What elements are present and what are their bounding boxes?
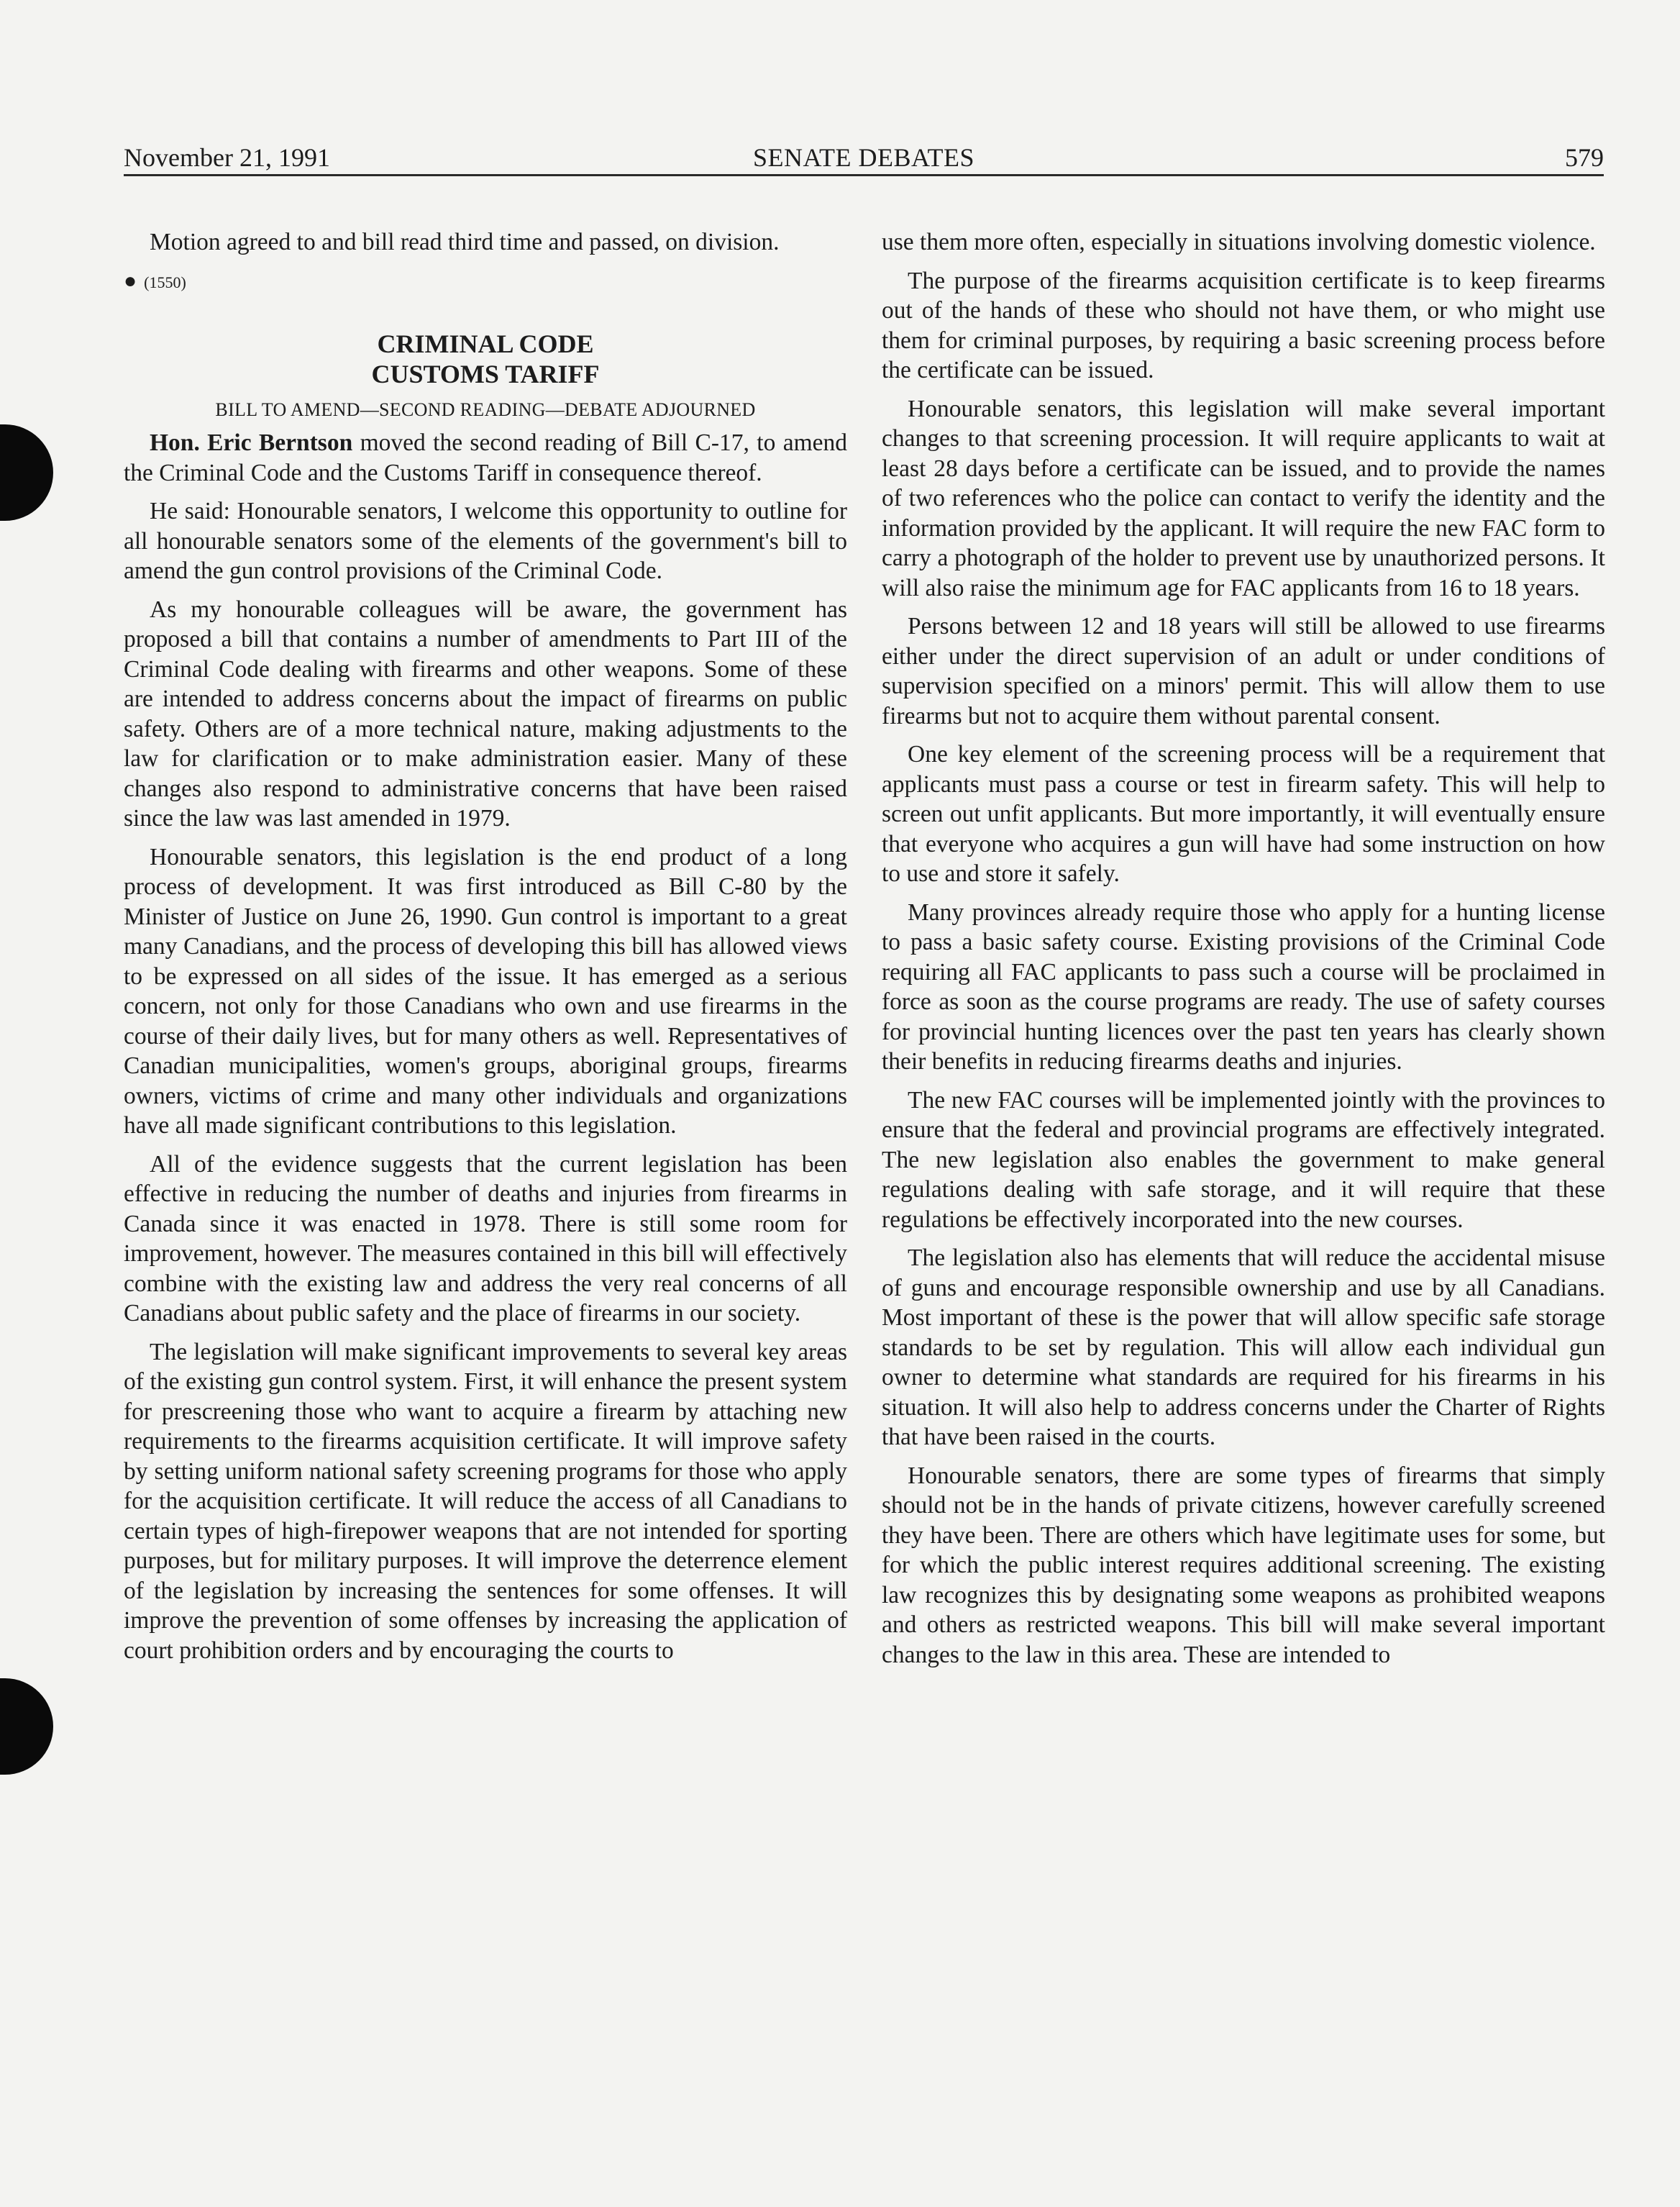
paragraph: Many provinces already require those who apply for a hunting license to pass a basic safety course. Existing provisions of the Criminal Code requiring all FAC applicants to pass such a course will be proclaimed in force as soon as the course programs are ready. The use of safety courses for provincial hunting licences over the past ten years has clearly shown their benefits in reducing firearms deaths and injuries. [882, 898, 1605, 1075]
paragraph: The purpose of the firearms acquisition certificate is to keep firearms out of the hands of these who should not have them, or who might use them for criminal purposes, by requiring a basic screening process before the certificate can be issued. [882, 267, 1605, 383]
paragraph: The legislation will make significant improvements to several key areas of the existing gun control system. First, it will enhance the present system for prescreening those who want to acquire a firearm by attaching new requirements to the firearms acquisition certificate. It will improve safety by setting uniform national safety screening programs for those who apply for the acquisition certificate. It will reduce the access of all Canadians to certain types of high-firepower weapons that are not intended for sporting purposes, but for military purposes. It will improve the deterrence element of the legislation by increasing the sentences for some offenses. It will improve the prevention of some offenses by increasing the application of court prohibition orders and by encouraging the courts to [124, 1338, 847, 1664]
bullet-icon: ● [124, 268, 137, 293]
paragraph: Honourable senators, this legislation is the end product of a long process of development. It was first introduced as Bill C-80 by the Minister of Justice on June 26, 1990. Gun control is important to a great many Canadians, and the process of developing this bill has allowed views to be expressed on all sides of the issue. It has emerged as a serious concern, not only for those Canadians who own and use firearms in the course of their daily lives, but for many others as well. Representatives of Canadian municipalities, women's groups, aboriginal groups, firearms owners, victims of crime and many other individuals and organizations have all made significant contributions to this legislation. [124, 843, 847, 1139]
paragraph: One key element of the screening process will be a requirement that applicants must pass a course or test in firearm safety. This will help to screen out unfit applicants. But more importantly, it will eventually ensure that everyone who acquires a gun will have had some instruction on how to use and store it safely. [882, 741, 1605, 887]
paragraph: use them more often, especially in situations involving domestic violence. [882, 229, 1596, 255]
header-date: November 21, 1991 [124, 143, 330, 172]
time-marker-text: (1550) [144, 273, 186, 291]
paragraph: The new FAC courses will be implemented jointly with the provinces to ensure that the federal and provincial programs are effectively integrated. The new legislation also enables the government to make general regulations dealing with safe storage, and it will require that these regulations be effectively incorporated into the new courses. [882, 1086, 1605, 1233]
paragraph: As my honourable colleagues will be aware, the government has proposed a bill that contains a number of amendments to Part III of the Criminal Code dealing with firearms and other weapons. Some of these are intended to address concerns about the impact of firearms on public safety. Others are of a more technical nature, making adjustments to the law for clarification or to make administration easier. Many of these changes also respond to administrative concerns that have been raised since the law was last amended in 1979. [124, 596, 847, 832]
speaker-name: Hon. Eric Berntson [150, 429, 353, 456]
paragraph: All of the evidence suggests that the current legislation has been effective in reducing the number of deaths and injuries from firearms in Canada since it was enacted in 1978. There is still some room for improvement, however. The measures contained in this bill will effectively combine with the existing law and address the very real concerns of all Canadians about public safety and the place of firearms in our society. [124, 1150, 847, 1327]
section-heading-customs-tariff: CUSTOMS TARIFF [371, 360, 600, 388]
section-subheading: BILL TO AMEND—SECOND READING—DEBATE ADJOURNED [215, 399, 756, 420]
binder-hole-bottom [0, 1678, 53, 1775]
paragraph: Honourable senators, there are some types of firearms that simply should not be in the hands of private citizens, however carefully screened they have been. There are others which have legitimate uses for some, but for which the public interest requires additional screening. The existing law recognizes this by designating some weapons as prohibited weapons and others as restricted weapons. This bill will make several important changes to the law in this area. These are intended to [882, 1462, 1605, 1668]
paragraph-text: moved the second reading of Bill C-17, to amend the Criminal Code and the Customs Tariff in consequence thereof. [124, 429, 847, 486]
paragraph: Honourable senators, this legislation will make several important changes to that screening procession. It will require applicants to wait at least 28 days before a certificate can be issued, and to provide the names of two references who the police can contact to verify the identity and the information provided by the applicant. It will require the new FAC form to carry a photograph of the holder to prevent use by unauthorized persons. It will also raise the minimum age for FAC applicants from 16 to 18 years. [882, 395, 1605, 601]
paragraph: The legislation also has elements that will reduce the accidental misuse of guns and encourage responsible ownership and use by all Canadians. Most important of these is the power that will allow specific safe storage standards to be set by regulation. This will allow each individual gun owner to determine what standards are required for his firearms in his situation. It will also help to address concerns under the Charter of Rights that have been raised in the courts. [882, 1244, 1605, 1450]
section-heading-criminal-code: CRIMINAL CODE [377, 329, 594, 358]
left-column [124, 227, 847, 1674]
time-marker [124, 266, 847, 298]
paragraph [124, 428, 847, 488]
page-number: 579 [1565, 143, 1604, 172]
paragraph: Motion agreed to and bill read third time and passed, on division. [150, 229, 780, 255]
page-header [124, 141, 1604, 176]
paragraph: Persons between 12 and 18 years will still be allowed to use firearms either under the direct supervision of an adult or under conditions of supervision specified on a minors' permit. This will allow them to use firearms but not to acquire them without parental consent. [882, 613, 1605, 729]
binder-hole-top [0, 424, 53, 521]
header-title: SENATE DEBATES [752, 143, 974, 172]
paragraph: He said: Honourable senators, I welcome this opportunity to outline for all honourable senators some of the elements of the government's bill to amend the gun control provisions of the Criminal Code. [124, 498, 847, 584]
right-column [882, 227, 1605, 1678]
